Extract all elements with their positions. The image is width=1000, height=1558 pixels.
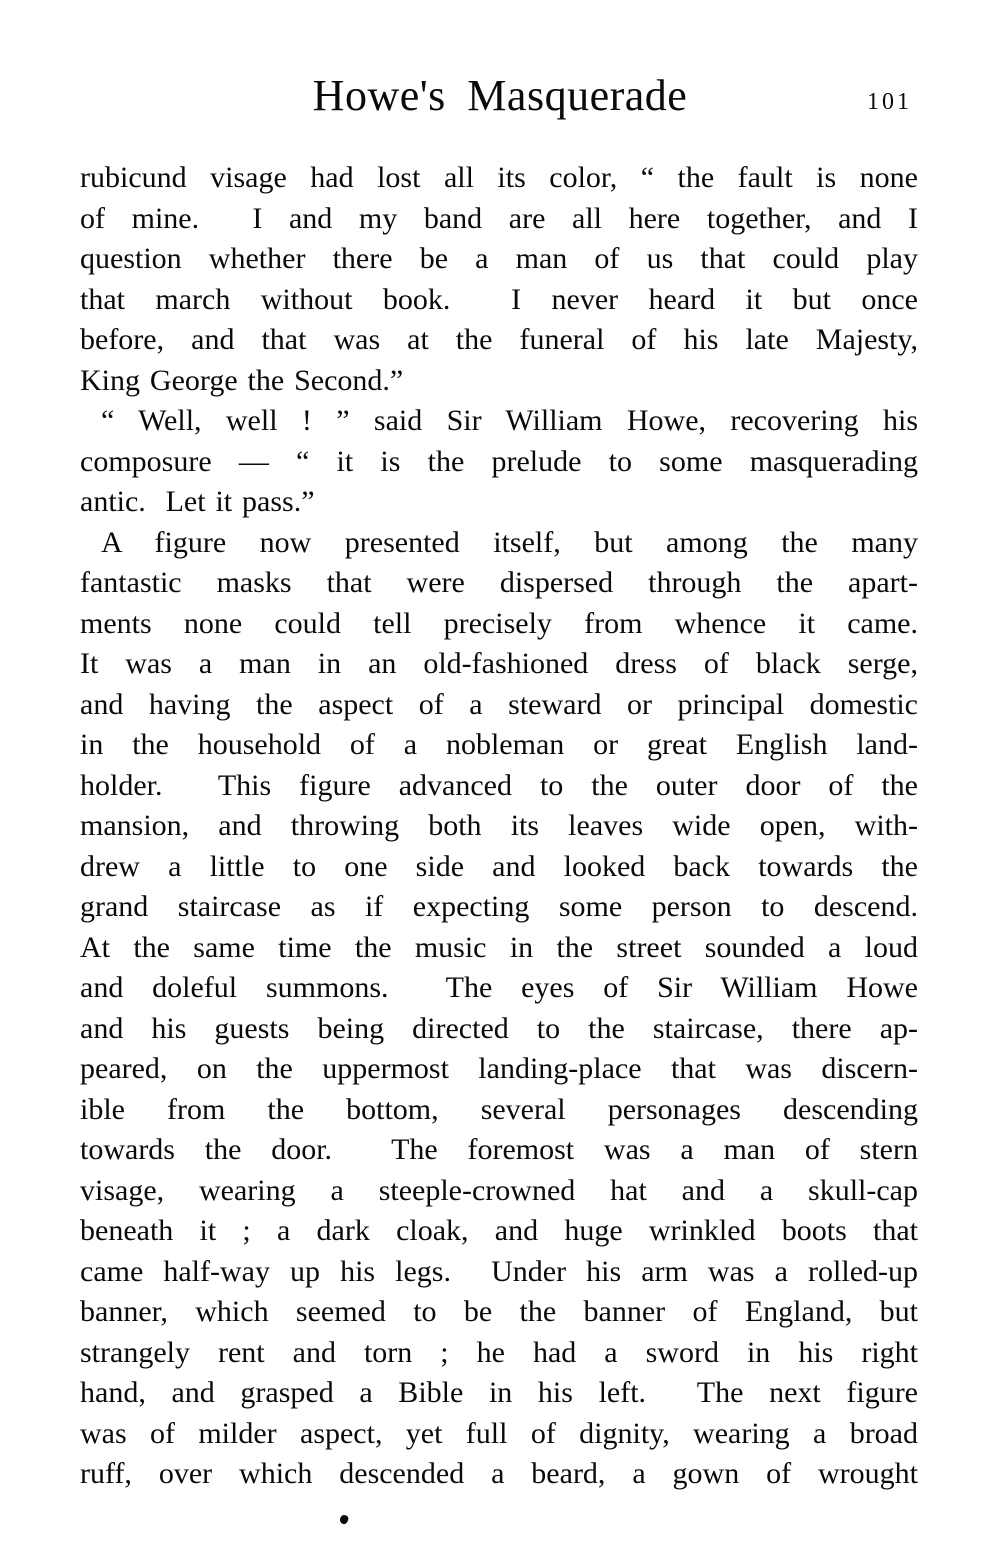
text-line: and his guests being directed to the staircase, there ap- [80,1011,918,1045]
text-line: towards the door. The foremost was a man of stern [80,1133,918,1166]
text-line: ruff, over which descended a beard, a gown of wrought [80,1457,918,1490]
running-header [0,0,1000,140]
text-line: that march without book. I never heard it but once [80,282,918,316]
text-line: antic. Let it pass.” [80,485,315,518]
text-line: mansion, and throwing both its leaves wide open, with- [80,809,918,842]
text-line: holder. This figure advanced to the outer door of the [80,768,918,802]
text-line: strangely rent and torn ; he had a sword in his right [80,1335,918,1369]
ink-spot-artifact [339,1514,350,1525]
text-block [80,158,918,1495]
text-line: hand, and grasped a Bible in his left. The next figure [80,1376,918,1409]
text-line: drew a little to one side and looked back towards the [80,849,918,883]
text-line: fantastic masks that were dispersed through the apart- [80,566,918,599]
text-line: came half-way up his legs. Under his arm was a rolled-up [80,1254,918,1288]
paragraph [80,401,918,523]
paragraph [80,158,918,401]
text-line: ments none could tell precisely from whence it came. [80,606,918,640]
text-line: was of milder aspect, yet full of dignity, wearing a broad [80,1416,918,1450]
text-line: banner, which seemed to be the banner of England, but [80,1295,918,1328]
text-line: of mine. I and my band are all here together, and I [80,201,918,235]
text-line: grand staircase as if expecting some person to descend. [80,890,918,923]
text-line: in the household of a nobleman or great English land- [80,728,918,761]
text-line: before, and that was at the funeral of his late Majesty, [80,323,918,356]
text-line: composure — “ it is the prelude to some masquerading [80,444,918,478]
text-line: “ Well, well ! ” said Sir William Howe, recovering his [101,404,918,437]
text-line: and doleful summons. The eyes of Sir William Howe [80,971,918,1004]
page-header-title: Howe's Masquerade [312,71,688,120]
text-line: ible from the bottom, several personages descending [80,1092,918,1126]
text-line: rubicund visage had lost all its color, “ the fault is none [80,161,918,194]
text-line: At the same time the music in the street sounded a loud [80,930,918,964]
text-line: question whether there be a man of us that could play [80,242,918,275]
page-number: 101 [867,89,912,115]
text-line: It was a man in an old-fashioned dress of black serge, [80,647,918,680]
paragraph [80,523,918,1495]
text-line: and having the aspect of a steward or principal domestic [80,687,918,721]
text-line: peared, on the uppermost landing-place that was discern- [80,1052,918,1085]
text-line: visage, wearing a steeple-crowned hat and a skull-cap [80,1173,918,1207]
text-line: King George the Second.” [80,363,404,397]
text-line: beneath it ; a dark cloak, and huge wrinkled boots that [80,1214,918,1247]
text-line: A figure now presented itself, but among the many [101,525,918,559]
